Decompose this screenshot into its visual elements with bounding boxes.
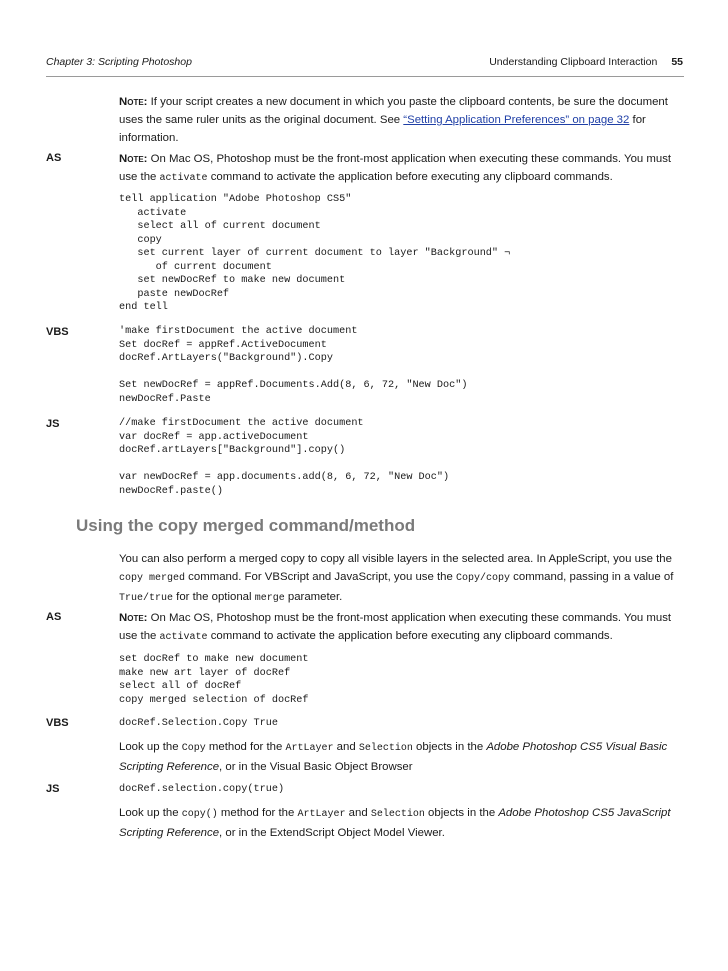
language-tag-js: JS	[46, 418, 60, 430]
preferences-link[interactable]: “Setting Application Preferences” on page 32	[403, 114, 630, 126]
language-tag-vbs-merged: VBS	[46, 717, 69, 729]
note-label: Note:	[119, 96, 148, 108]
as-paste-code: tell application "Adobe Photoshop CS5" activate select all of current document copy set current layer of current document to layer "Background" ¬ of current document set newDocRef to make new document paste newDocRef end tell	[119, 194, 511, 313]
js-paste-code: var newDocRef = app.documents.add(8, 6, 72, "New Doc") newDocRef.paste()	[119, 472, 450, 497]
vbs-merged-code: docRef.Selection.Copy True	[119, 718, 278, 729]
as-note: Note: On Mac OS, Photoshop must be the front-most application when executing these commands. You must use the activate command to activate the application before executing any clipboard commands.	[119, 153, 672, 184]
vbs-code-block-2	[119, 379, 684, 406]
header-rule	[46, 76, 684, 77]
page-number: 55	[671, 56, 683, 68]
vbs-code-block-1	[119, 325, 684, 366]
vbs-reference-title: Adobe Photoshop CS5 Visual Basic Scripting Reference	[119, 741, 668, 773]
vbs-merged-text: Look up the Copy method for the ArtLayer and Selection objects in the Adobe Photoshop CS5 Visual Basic Scripting Reference, or in the Visual Basic Object Browser	[119, 741, 668, 773]
js-code-block-1	[119, 417, 684, 458]
vbs-paste-code: Set newDocRef = appRef.Documents.Add(8, 6, 72, "New Doc") newDocRef.Paste	[119, 380, 468, 405]
js-code-block-2	[119, 471, 684, 498]
js-merged-code-block	[119, 783, 684, 797]
running-header-chapter	[46, 56, 192, 68]
js-merged-code: docRef.selection.copy(true)	[119, 784, 285, 795]
language-tag-vbs: VBS	[46, 326, 69, 338]
as-merged-note: Note: On Mac OS, Photoshop must be the front-most application when executing these commands. You must use the activate command to activate the application before executing any clipboard commands.	[119, 612, 672, 643]
as-merged-code-block	[119, 653, 684, 707]
vbs-copy-code: 'make firstDocument the active document Set docRef = appRef.ActiveDocument docRef.ArtLayers("Background").Copy	[119, 326, 358, 364]
running-header-section	[489, 56, 683, 68]
merged-intro: You can also perform a merged copy to copy all visible layers in the selected area. In AppleScript, you use the copy merged command. For VBScript and JavaScript, you use the Copy/copy command, passing in a value of True/true for the optional merge parameter.	[119, 553, 674, 604]
as-merged-code: set docRef to make new document make new art layer of docRef select all of docRef copy merged selection of docRef	[119, 654, 309, 706]
as-code-block	[119, 193, 684, 315]
language-tag-as: AS	[46, 152, 62, 164]
language-tag-js-merged: JS	[46, 783, 60, 795]
top-note: Note: If your script creates a new document in which you paste the clipboard contents, be sure the document uses the same ruler units as the original document. See “Setting Application Preferences” on page 32 for information.	[119, 96, 668, 144]
section-heading: Using the copy merged command/method	[76, 516, 416, 535]
chapter-title: Chapter 3: Scripting Photoshop	[46, 56, 192, 68]
language-tag-as-merged: AS	[46, 611, 62, 623]
section-title-header: Understanding Clipboard Interaction	[489, 56, 658, 68]
js-merged-text: Look up the copy() method for the ArtLayer and Selection objects in the Adobe Photoshop CS5 JavaScript Scripting Reference, or in the ExtendScript Object Model Viewer.	[119, 807, 671, 839]
js-reference-title: Adobe Photoshop CS5 JavaScript Scripting Reference	[119, 807, 671, 839]
js-copy-code: //make firstDocument the active document var docRef = app.activeDocument docRef.artLayers["Background"].copy()	[119, 418, 364, 456]
vbs-merged-code-block	[119, 717, 684, 731]
